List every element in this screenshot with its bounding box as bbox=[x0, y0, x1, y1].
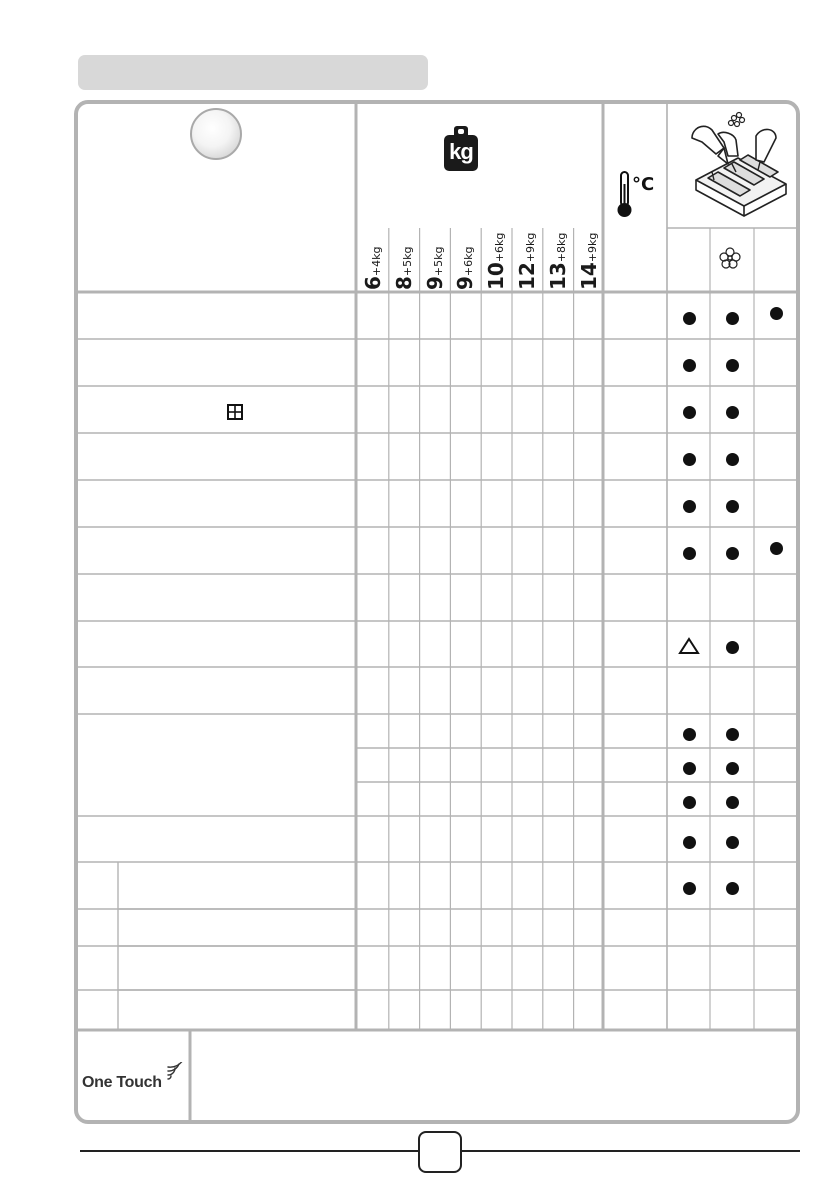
mark-dot bbox=[726, 882, 739, 895]
weight-kg-icon: kg bbox=[444, 126, 478, 172]
capacity-main: 8 bbox=[391, 276, 416, 290]
mark-dot bbox=[726, 728, 739, 741]
capacity-main: 14 bbox=[576, 262, 601, 290]
mark-dot bbox=[683, 882, 696, 895]
capacity-extra: +6 bbox=[493, 245, 507, 263]
capacity-extra: +4 bbox=[370, 259, 383, 277]
mark-triangle-icon bbox=[678, 637, 700, 655]
capacity-extra: +9 bbox=[524, 245, 537, 263]
door-icon bbox=[226, 403, 244, 421]
capacity-main: 6 bbox=[361, 276, 385, 290]
capacity-extra: +6 bbox=[462, 259, 476, 277]
mark-dot bbox=[683, 728, 696, 741]
capacity-extra: +8 bbox=[554, 245, 568, 263]
capacity-unit: kg bbox=[554, 232, 568, 246]
mark-dot bbox=[770, 542, 783, 555]
nfc-signal-icon bbox=[165, 1062, 185, 1082]
capacity-main: 9 bbox=[422, 276, 447, 290]
page-number-box bbox=[418, 1131, 462, 1173]
mark-dot bbox=[726, 453, 739, 466]
temperature-unit: °C bbox=[632, 174, 655, 195]
mark-dot bbox=[683, 796, 696, 809]
capacity-main: 9 bbox=[453, 276, 478, 290]
capacity-label bbox=[545, 232, 570, 290]
mark-dot bbox=[770, 307, 783, 320]
capacity-unit: kg bbox=[524, 232, 537, 246]
program-dial-icon bbox=[190, 108, 242, 160]
mark-dot bbox=[726, 796, 739, 809]
detergent-drawer-icon bbox=[684, 110, 794, 218]
capacity-unit: kg bbox=[400, 246, 414, 260]
capacity-label bbox=[422, 246, 447, 291]
mark-dot bbox=[726, 762, 739, 775]
mark-dot bbox=[683, 359, 696, 372]
mark-dot bbox=[683, 762, 696, 775]
capacity-unit: kg bbox=[431, 246, 445, 260]
capacity-main: 13 bbox=[545, 262, 570, 290]
capacity-label bbox=[453, 246, 478, 291]
mark-dot bbox=[726, 406, 739, 419]
capacity-unit: kg bbox=[493, 232, 507, 246]
mark-dot bbox=[726, 359, 739, 372]
capacity-extra: +5 bbox=[400, 259, 414, 277]
mark-dot bbox=[726, 312, 739, 325]
mark-dot bbox=[683, 453, 696, 466]
mark-dot bbox=[726, 836, 739, 849]
mark-dot bbox=[683, 312, 696, 325]
capacity-label bbox=[576, 232, 601, 290]
mark-dot bbox=[683, 836, 696, 849]
capacity-label bbox=[363, 247, 383, 291]
capacity-label bbox=[391, 246, 416, 291]
capacity-unit: kg bbox=[585, 232, 599, 246]
capacity-unit: kg bbox=[370, 246, 383, 260]
capacity-extra: +5 bbox=[431, 259, 445, 277]
capacity-main: 10 bbox=[484, 262, 509, 290]
one-touch-label: One Touch bbox=[82, 1074, 162, 1091]
mark-dot bbox=[726, 641, 739, 654]
mark-dot bbox=[683, 547, 696, 560]
footer-rule-right bbox=[462, 1150, 800, 1152]
mark-dot bbox=[683, 500, 696, 513]
capacity-main: 12 bbox=[515, 262, 539, 290]
mark-dot bbox=[726, 500, 739, 513]
capacity-label bbox=[484, 232, 509, 290]
capacity-extra: +9 bbox=[585, 245, 599, 263]
capacity-unit: kg bbox=[462, 246, 476, 260]
capacity-label bbox=[517, 233, 537, 290]
mark-dot bbox=[726, 547, 739, 560]
footer-rule-left bbox=[80, 1150, 418, 1152]
mark-dot bbox=[683, 406, 696, 419]
softener-flower-icon bbox=[719, 247, 741, 269]
